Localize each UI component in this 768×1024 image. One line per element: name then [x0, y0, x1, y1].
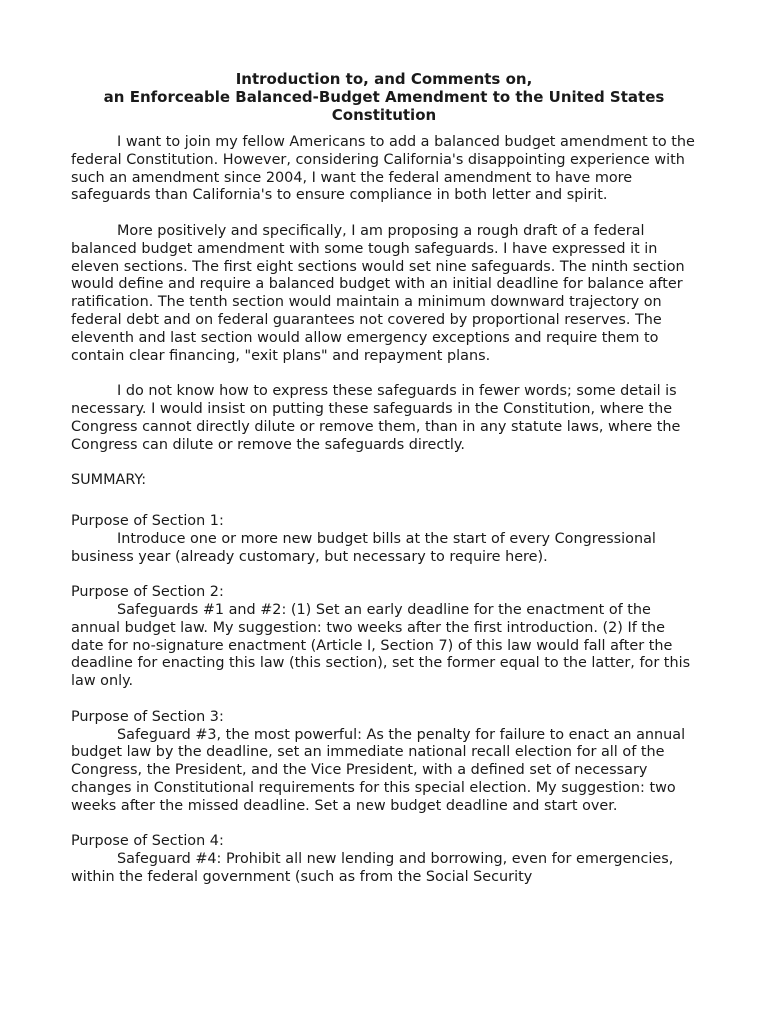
- document-title: [71, 70, 697, 124]
- document-page: [71, 70, 697, 904]
- title-line-2: an Enforceable Balanced-Budget Amendment to the United States: [103, 88, 665, 106]
- title-line-3: Constitution: [331, 106, 437, 124]
- section-purpose-3: [71, 709, 697, 816]
- intro-paragraph-3: I do not know how to express these safeguards in fewer words; some detail is necessary. I would insist on putting these safeguards in the Constitution, where the Congress cannot directly dilute or remove them, than in any statute laws, where the Congress can dilute or remove the safeguards directly.: [71, 383, 681, 453]
- section-heading: Purpose of Section 1:: [71, 512, 224, 529]
- section-text: Safeguards #1 and #2: (1) Set an early deadline for the enactment of the annual budget law. My suggestion: two weeks after the first introduction. (2) If the date for no-signature enactment (Article I, Section 7) of this law would fall after the deadline for enacting this law (this section), set the former equal to the latter, for this law only.: [71, 601, 691, 690]
- section-purpose-4: [71, 833, 697, 886]
- section-text: Introduce one or more new budget bills at the start of every Congressional business year (already customary, but necessary to require here).: [71, 530, 656, 565]
- section-text: Safeguard #4: Prohibit all new lending and borrowing, even for emergencies, within the federal government (such as from the Social Security: [71, 851, 674, 885]
- section-heading: Purpose of Section 2:: [71, 584, 224, 601]
- intro-paragraph-1: I want to join my fellow Americans to add a balanced budget amendment to the federal Constitution. However, considering California's disappointing experience with such an amendment since 2004, I want the federal amendment to have more safeguards than California's to ensure compliance in both letter and spirit.: [71, 134, 695, 204]
- intro-paragraph-2: More positively and specifically, I am proposing a rough draft of a federal balanced budget amendment with some tough safeguards. I have expressed it in eleven sections. The first eight sections would set nine safeguards. The ninth section would define and require a balanced budget with an initial deadline for balance after ratification. The tenth section would maintain a minimum downward trajectory on federal debt and on federal guarantees not covered by proportional reserves. The eleventh and last section would allow emergency exceptions and require them to contain clear financing, "exit plans" and repayment plans.: [71, 222, 685, 364]
- section-purpose-1: [71, 513, 697, 566]
- section-heading: Purpose of Section 3:: [71, 708, 224, 725]
- summary-label: SUMMARY:: [71, 472, 147, 489]
- section-purpose-2: [71, 584, 697, 691]
- section-text: Safeguard #3, the most powerful: As the penalty for failure to enact an annual budget law by the deadline, set an immediate national recall election for all of the Congress, the President, and the Vice President, with a defined set of necessary changes in Constitutional requirements for this special election. My suggestion: two weeks after the missed deadline. Set a new budget deadline and start over.: [71, 726, 686, 814]
- title-line-1: Introduction to, and Comments on,: [235, 70, 533, 88]
- section-heading: Purpose of Section 4:: [71, 833, 224, 850]
